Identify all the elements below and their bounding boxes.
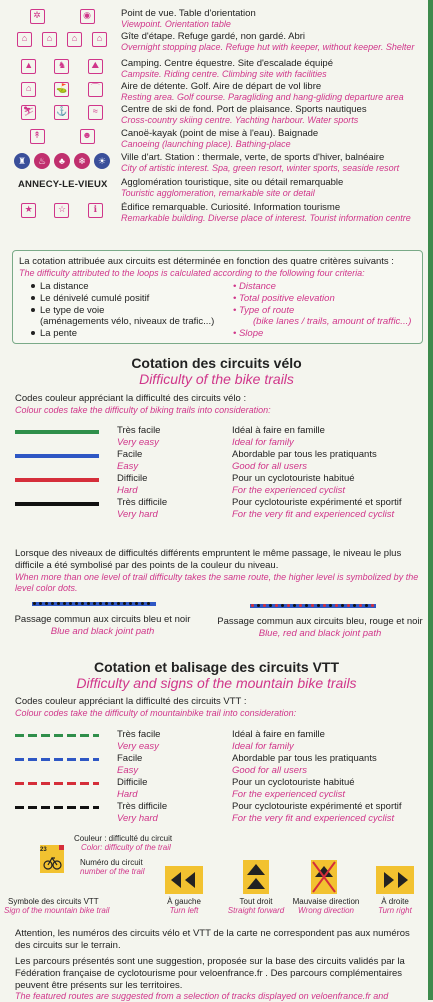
sign-left-fr: À gauche xyxy=(167,897,201,906)
footer-warning: Attention, les numéros des circuits vélo et VTT de la carte ne correspondent pas aux numéros des circuits sur le terrain. xyxy=(15,928,410,951)
level-name-en: Hard xyxy=(117,789,138,800)
cotation-intro-fr: La cotation attribuée aux circuits est déterminée en fonction des quatre critères suivants : xyxy=(19,256,394,267)
sign-left-en: Turn left xyxy=(169,906,199,915)
bathing-icon: ☻ xyxy=(80,129,95,144)
legend-icons xyxy=(12,32,112,47)
criterion-distance: La distance xyxy=(31,281,89,292)
shelter-icon: ⌂ xyxy=(92,32,107,47)
joint-dot xyxy=(147,602,150,605)
golf-icon: ⛳ xyxy=(54,82,69,97)
difficulty-line xyxy=(15,430,99,434)
joint-dot xyxy=(51,602,54,605)
cotation-criteria-box xyxy=(12,250,423,344)
legend-text-en: Touristic agglomeration, remarkable site or detail xyxy=(121,188,315,198)
sign-wrong-en: Wrong direction xyxy=(297,906,355,915)
difficulty-line xyxy=(15,734,99,737)
joint-dot xyxy=(105,602,108,605)
level-name-en: Very hard xyxy=(117,509,158,520)
legend-text-en: Resting area. Golf course. Paragliding and hang-gliding departure area xyxy=(121,92,404,102)
joint-dot xyxy=(81,602,84,605)
joint-dot xyxy=(263,604,266,607)
art-city-icon: ♜ xyxy=(14,153,30,169)
joint-dot xyxy=(117,602,120,605)
difficulty-line xyxy=(15,806,99,809)
sign-right-en: Turn right xyxy=(378,906,412,915)
legend-text-en: City of artistic interest. Spa, green resort, winter sports, seaside resort xyxy=(121,163,400,173)
joint-dot xyxy=(63,602,66,605)
page-edge xyxy=(428,0,433,1000)
level-desc-fr: Abordable par tous les pratiquants xyxy=(232,753,377,764)
criterion-route-type-detail-en: (bike lanes / trails, amount of traffic...) xyxy=(253,316,412,327)
joint1-fr: Passage commun aux circuits bleu et noir xyxy=(14,614,191,625)
vtt-trail-sign: 23 xyxy=(40,845,64,873)
joint-dot xyxy=(141,602,144,605)
legend-text xyxy=(121,104,367,126)
legend-text xyxy=(121,202,411,224)
sign-wrong-fr: Mauvaise direction xyxy=(292,897,360,906)
criterion-elevation: Le dénivelé cumulé positif xyxy=(31,293,149,304)
legend-text xyxy=(121,152,399,174)
legend-text-fr: Ville d'art. Station : thermale, verte, de sports d'hiver, balnéaire xyxy=(121,152,385,163)
criterion-route-type-detail: (aménagements vélo, niveaux de trafic...) xyxy=(40,316,215,327)
joint-dot xyxy=(33,602,36,605)
joint-dot xyxy=(135,602,138,605)
joint-dot xyxy=(251,604,254,607)
criterion-route-type: Le type de voie xyxy=(31,305,104,316)
camping-icon: ▲ xyxy=(21,59,36,74)
legend-text-en: Viewpoint. Orientation table xyxy=(121,19,231,29)
legend-text xyxy=(121,81,404,103)
level-desc-fr: Pour un cyclotouriste habitué xyxy=(232,777,355,788)
sign-couleur-fr: Couleur : difficulté du circuit xyxy=(74,834,173,843)
legend-text-fr: Aire de détente. Golf. Aire de départ de vol libre xyxy=(121,81,322,92)
sign-couleur-en: Color: difficulty of the trail xyxy=(81,843,171,852)
turn-left-sign xyxy=(165,866,203,894)
difficulty-line xyxy=(15,454,99,458)
level-desc-en: Ideal for family xyxy=(232,741,294,752)
legend-text-fr: Camping. Centre équestre. Site d'escalade équipé xyxy=(121,58,334,69)
refuge-keeper-icon: ⌂ xyxy=(42,32,57,47)
joint-dot xyxy=(257,604,260,607)
velo-codes-fr: Codes couleur appréciant la difficulté des circuits vélo : xyxy=(15,393,247,404)
difficulty-line xyxy=(15,478,99,482)
joint1-en: Blue and black joint path xyxy=(50,626,155,637)
joint2-fr: Passage commun aux circuits bleu, rouge et noir xyxy=(217,616,423,627)
joint-dot xyxy=(293,604,296,607)
legend-icons xyxy=(12,129,112,144)
level-name-fr: Très difficile xyxy=(117,801,168,812)
level-name-fr: Très facile xyxy=(117,729,161,740)
criterion-slope-en: • Slope xyxy=(233,328,264,339)
legend-text xyxy=(121,31,414,53)
joint-dot xyxy=(365,604,368,607)
velo-para-fr: Lorsque des niveaux de difficultés différents empruntent le même passage, le niveau le plus difficile a été symbolisé par des points de la couleur du niveau. xyxy=(15,548,402,571)
velo-title: Cotation des circuits vélo xyxy=(131,355,302,371)
joint-dot xyxy=(347,604,350,607)
level-name-fr: Difficile xyxy=(117,777,148,788)
joint-dot xyxy=(335,604,338,607)
criterion-route-type-en: • Type of route xyxy=(233,305,295,316)
joint-dot xyxy=(323,604,326,607)
legend-icons xyxy=(12,9,112,24)
legend-text-en: Campsite. Riding centre. Climbing site with facilities xyxy=(121,69,327,79)
level-desc-en: For the very fit and experienced cyclist xyxy=(232,509,395,520)
seaside-icon: ☀ xyxy=(94,153,110,169)
difficulty-line xyxy=(15,502,99,506)
joint-dot xyxy=(99,602,102,605)
joint-dot xyxy=(57,602,60,605)
sign-symbole-fr: Symbole des circuits VTT xyxy=(8,897,99,906)
level-desc-fr: Idéal à faire en famille xyxy=(232,729,325,740)
riding-icon: ♞ xyxy=(54,59,69,74)
joint-dot xyxy=(93,602,96,605)
legend-icons xyxy=(12,203,112,218)
vtt-title: Cotation et balisage des circuits VTT xyxy=(93,659,340,675)
level-desc-en: Good for all users xyxy=(232,461,307,472)
level-name-en: Very easy xyxy=(117,437,159,448)
legend-icons xyxy=(12,82,112,97)
joint-dot xyxy=(269,604,272,607)
velo-codes-en: Colour codes take the difficulty of biking trails into consideration: xyxy=(15,405,271,415)
level-desc-fr: Pour un cyclotouriste habitué xyxy=(232,473,355,484)
level-desc-en: For the very fit and experienced cyclist xyxy=(232,813,395,824)
green-resort-icon: ♣ xyxy=(54,153,70,169)
joint-dot xyxy=(329,604,332,607)
joint-dot xyxy=(87,602,90,605)
cotation-intro-en: The difficulty attributed to the loops is calculated according to the following four criteria: xyxy=(19,268,365,278)
joint-dot xyxy=(69,602,72,605)
footer-routes-en: The featured routes are suggested from a selection of tracks displayed on veloenfrance.fr and xyxy=(15,991,389,1001)
joint-dot xyxy=(129,602,132,605)
curiosity-icon: ☆ xyxy=(54,203,69,218)
level-desc-fr: Idéal à faire en famille xyxy=(232,425,325,436)
criterion-elevation-en: • Total positive elevation xyxy=(233,293,335,304)
legend-icons xyxy=(12,105,112,120)
sign-numero-en: number of the trail xyxy=(80,867,145,876)
legend-text-fr: Point de vue. Table d'orientation xyxy=(121,8,256,19)
joint-dot xyxy=(111,602,114,605)
town-name-sample: ANNECY-LE-VIEUX xyxy=(18,179,108,190)
straight-sign xyxy=(243,860,269,894)
joint-dot xyxy=(123,602,126,605)
joint-dot xyxy=(75,602,78,605)
joint-dot xyxy=(353,604,356,607)
joint-dot xyxy=(45,602,48,605)
viewpoint-icon: ✲ xyxy=(30,9,45,24)
legend-text xyxy=(121,8,256,30)
level-desc-fr: Abordable par tous les pratiquants xyxy=(232,449,377,460)
legend-text-en: Remarkable building. Diverse place of interest. Tourist information centre xyxy=(121,213,411,223)
gite-icon: ⌂ xyxy=(17,32,32,47)
velo-title-en: Difficulty of the bike trails xyxy=(139,371,294,387)
difficulty-line xyxy=(15,782,99,785)
paragliding-icon: ⌒ xyxy=(88,82,103,97)
joint-dot xyxy=(39,602,42,605)
level-name-fr: Facile xyxy=(117,449,143,460)
turn-right-sign xyxy=(376,866,414,894)
winter-resort-icon: ❄ xyxy=(74,153,90,169)
velo-para-en: When more than one level of trail difficulty takes the same route, the higher level is symbolized by the level color dots. xyxy=(15,572,419,593)
legend-text-en: Overnight stopping place. Refuge hut with keeper, without keeper. Shelter xyxy=(121,42,415,52)
sign-numero-fr: Numéro du circuit xyxy=(80,858,143,867)
spa-icon: ♨ xyxy=(34,153,50,169)
legend-text-fr: Canoë-kayak (point de mise à l'eau). Baignade xyxy=(121,128,319,139)
level-desc-en: For the experienced cyclist xyxy=(232,485,345,496)
sign-symbole-en: Sign of the mountain bike trail xyxy=(4,906,110,915)
level-name-en: Very easy xyxy=(117,741,159,752)
legend-text xyxy=(121,128,318,150)
vtt-codes-en: Colour codes take the difficulty of mountainbike trail into consideration: xyxy=(15,708,297,718)
ski-icon: ⛷ xyxy=(21,105,36,120)
joint-dot xyxy=(359,604,362,607)
joint-dot xyxy=(371,604,374,607)
joint-dot xyxy=(281,604,284,607)
level-name-en: Easy xyxy=(117,461,139,472)
vtt-codes-fr: Codes couleur appréciant la difficulté des circuits VTT : xyxy=(15,696,247,707)
level-name-fr: Très difficile xyxy=(117,497,168,508)
joint-dot xyxy=(287,604,290,607)
legend-text-fr: Agglomération touristique, site ou détail remarquable xyxy=(121,177,344,188)
legend-text-fr: Édifice remarquable. Curiosité. Information tourisme xyxy=(121,202,341,213)
level-name-en: Easy xyxy=(117,765,139,776)
building-icon: ★ xyxy=(21,203,36,218)
footer-routes: Les parcours présentés sont une suggestion, proposée sur la base des circuits validés par la Fédération française de cyclotourisme pour veloenfrance.fr . Des parcours complémentaires peuvent être présents sur les territoires. xyxy=(15,956,405,991)
vtt-title-en: Difficulty and signs of the mountain bike trails xyxy=(76,675,357,691)
joint-dot xyxy=(305,604,308,607)
difficulty-line xyxy=(15,758,99,761)
water-sports-icon: ≈ xyxy=(88,105,103,120)
level-name-fr: Facile xyxy=(117,753,143,764)
criterion-slope: La pente xyxy=(31,328,77,339)
legend-icons xyxy=(12,59,112,74)
orientation-table-icon: ◉ xyxy=(80,9,95,24)
sign-straight-en: Straight forward xyxy=(227,906,285,915)
legend-text-en: Canoeing (launching place). Bathing-place xyxy=(121,139,291,149)
criterion-distance-en: • Distance xyxy=(233,281,276,292)
refuge-icon: ⌂ xyxy=(67,32,82,47)
resting-area-icon: ⌂ xyxy=(21,82,36,97)
legend-text xyxy=(121,58,333,80)
legend-icons xyxy=(12,153,112,169)
info-icon: ℹ xyxy=(88,203,103,218)
legend-text xyxy=(121,177,343,199)
joint-dot xyxy=(275,604,278,607)
wrong-direction-sign xyxy=(311,860,337,894)
level-desc-en: For the experienced cyclist xyxy=(232,789,345,800)
level-desc-fr: Pour cyclotouriste expérimenté et sportif xyxy=(232,497,402,508)
climbing-icon: ⛰ xyxy=(88,59,103,74)
level-name-fr: Très facile xyxy=(117,425,161,436)
level-name-fr: Difficile xyxy=(117,473,148,484)
sign-straight-fr: Tout droit xyxy=(239,897,273,906)
canoe-icon: ↟ xyxy=(30,129,45,144)
level-desc-en: Good for all users xyxy=(232,765,307,776)
joint-dot xyxy=(317,604,320,607)
legend-text-en: Cross-country skiing centre. Yachting harbour. Water sports xyxy=(121,115,359,125)
joint-dot xyxy=(299,604,302,607)
legend-text-fr: Centre de ski de fond. Port de plaisance. Sports nautiques xyxy=(121,104,367,115)
harbour-icon: ⚓ xyxy=(54,105,69,120)
level-desc-fr: Pour cyclotouriste expérimenté et sportif xyxy=(232,801,402,812)
joint-dot xyxy=(341,604,344,607)
level-name-en: Hard xyxy=(117,485,138,496)
legend-text-fr: Gîte d'étape. Refuge gardé, non gardé. Abri xyxy=(121,31,306,42)
level-desc-en: Ideal for family xyxy=(232,437,294,448)
joint2-en: Blue, red and black joint path xyxy=(258,628,382,639)
sign-right-fr: À droite xyxy=(381,897,409,906)
level-name-en: Very hard xyxy=(117,813,158,824)
joint-dot xyxy=(311,604,314,607)
